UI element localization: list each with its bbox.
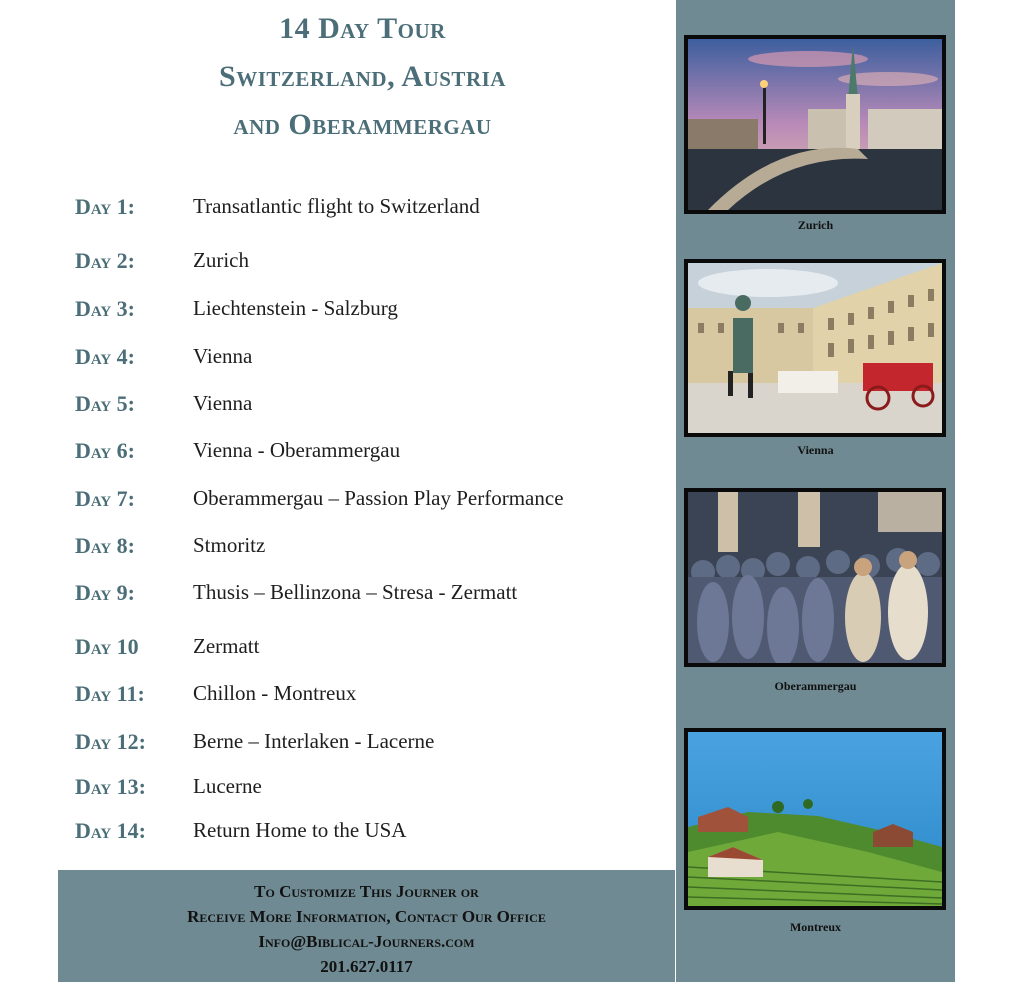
- itinerary-row: [75, 774, 675, 804]
- itinerary-row: [75, 194, 675, 224]
- day-label: Day 10: [75, 634, 139, 659]
- zurich-photo: [684, 35, 946, 214]
- contact-email[interactable]: Info@Biblical-Journers.com: [258, 932, 475, 951]
- itinerary-row: [75, 681, 675, 711]
- day-label: Day 13:: [75, 774, 147, 799]
- day-description: Transatlantic flight to Switzerland: [193, 194, 480, 218]
- day-label: Day 5:: [75, 391, 136, 416]
- day-label: Day 14:: [75, 818, 147, 843]
- itinerary-row: [75, 391, 675, 421]
- contact-phone: 201.627.0117: [320, 957, 413, 976]
- itinerary-row: [75, 296, 675, 326]
- photo-sidebar: [676, 0, 955, 982]
- itinerary-row: [75, 248, 675, 278]
- day-label: Day 6:: [75, 438, 136, 463]
- contact-panel: [58, 870, 675, 982]
- photo-caption: Vienna: [797, 443, 834, 457]
- day-description: Vienna: [193, 344, 253, 368]
- day-label: Day 3:: [75, 296, 136, 321]
- day-label: Day 1:: [75, 194, 136, 219]
- day-label: Day 8:: [75, 533, 136, 558]
- day-description: Thusis – Bellinzona – Stresa - Zermatt: [193, 580, 518, 604]
- photo-caption: Montreux: [789, 920, 842, 934]
- day-description: Vienna - Oberammergau: [193, 438, 401, 462]
- day-description: Oberammergau – Passion Play Performance: [193, 486, 564, 510]
- vienna-photo: [684, 259, 946, 437]
- tour-title-line3: and Oberammergau: [233, 108, 492, 141]
- montreux-photo: [684, 728, 946, 910]
- itinerary-row: [75, 818, 675, 848]
- oberammergau-photo: [684, 488, 946, 667]
- photo-caption: Zurich: [797, 218, 834, 232]
- itinerary-row: [75, 580, 675, 610]
- tour-title-line1: 14 Day Tour: [279, 12, 446, 45]
- day-label: Day 9:: [75, 580, 136, 605]
- day-description: Lucerne: [193, 774, 262, 798]
- itinerary-row: [75, 729, 675, 759]
- day-description: Chillon - Montreux: [193, 681, 357, 705]
- day-description: Return Home to the USA: [193, 818, 407, 842]
- itinerary-row: [75, 634, 675, 664]
- day-description: Berne – Interlaken - Lacerne: [193, 729, 435, 753]
- day-description: Vienna: [193, 391, 253, 415]
- itinerary-row: [75, 486, 675, 516]
- day-description: Stmoritz: [193, 533, 266, 557]
- day-label: Day 4:: [75, 344, 136, 369]
- day-description: Liechtenstein - Salzburg: [193, 296, 398, 320]
- day-description: Zurich: [193, 248, 249, 272]
- day-label: Day 7:: [75, 486, 136, 511]
- photo-caption: Oberammergau: [774, 679, 857, 693]
- day-description: Zermatt: [193, 634, 260, 658]
- contact-line1: To Customize This Journer or: [254, 882, 479, 901]
- itinerary-row: [75, 533, 675, 563]
- day-label: Day 11:: [75, 681, 145, 706]
- tour-title-line2: Switzerland, Austria: [219, 60, 506, 93]
- itinerary-row: [75, 344, 675, 374]
- contact-line2: Receive More Information, Contact Our Office: [187, 907, 546, 926]
- day-label: Day 12:: [75, 729, 147, 754]
- itinerary-row: [75, 438, 675, 468]
- day-label: Day 2:: [75, 248, 136, 273]
